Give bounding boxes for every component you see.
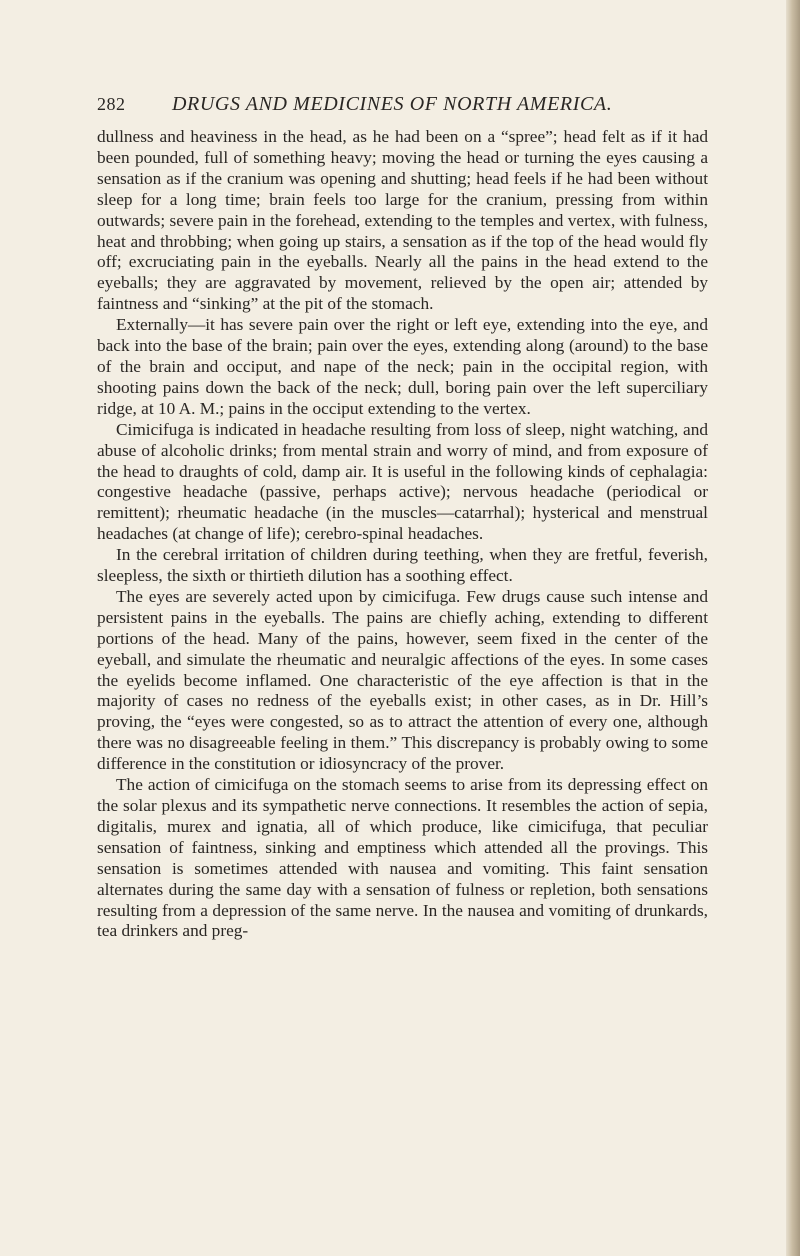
paragraph-children: In the cerebral irritation of children during teething, when they are fretful, feverish, sleepless, the sixth or thirtieth dilution has a soothing effect.: [97, 545, 708, 586]
paragraph-indications: Cimicifuga is indicated in headache resulting from loss of sleep, night watching, and abuse of alcoholic drinks; from mental strain and worry of mind, and from exposure of the head to draughts of cold, damp air. It is useful in the following kinds of cephalagia: congestive headache (passive, perhaps active); nervous headache (periodical or remittent); rheumatic headache (in the muscles—catarrhal); hysterical and menstrual headaches (at change of life); cerebro-spinal headaches.: [97, 419, 708, 544]
paragraph-continuation: dullness and heaviness in the head, as he had been on a “spree”; head felt as if it had been pounded, full of something heavy; moving the head or turning the eyes causing a sensation as if the cranium was opening and shutting; head feels if he had been without sleep for a long time; brain feels too large for the cranium, pressing from within outwards; severe pain in the forehead, extending to the temples and vertex, with fulness, heat and throbbing; when going up stairs, a sensation as if the top of the head would fly off; excruciating pain in the eyeballs. Nearly all the pains in the head extend to the eyeballs; they are aggravated by movement, relieved by the open air; attended by faintness and “sinking” at the pit of the stomach.: [97, 127, 708, 314]
page-edge: [786, 0, 800, 1256]
running-title: DRUGS AND MEDICINES OF NORTH AMERICA.: [172, 93, 613, 115]
paragraph-eyes: The eyes are severely acted upon by cimicifuga. Few drugs cause such intense and persistent pains in the eyeballs. The pains are chiefly aching, extending to different portions of the head. Many of the pains, however, seem fixed in the center of the eyeball, and simulate the rheumatic and neuralgic affections of the eyes. In some cases the eyelids become inflamed. One characteristic of the eye affection is that in the majority of cases no redness of the eyeballs exist; in other cases, as in Dr. Hill’s proving, the “eyes were congested, so as to attract the attention of every one, although there was no disagreeable feeling in them.” This discrepancy is probably owing to some difference in the constitution or idiosyncracy of the prover.: [97, 586, 708, 774]
paragraph-externally: Externally—it has severe pain over the right or left eye, extending into the eye, and back into the base of the brain; pain over the eyes, extending along (around) to the base of the brain and occiput, and nape of the neck; pain in the occipital region, with shooting pains down the back of the neck; dull, boring pain over the left superciliary ridge, at 10 A. M.; pains in the occiput extending to the vertex.: [97, 315, 708, 418]
body-text: [97, 127, 708, 942]
paragraph-stomach: The action of cimicifuga on the stomach seems to arise from its depressing effect on the solar plexus and its sympathetic nerve connections. It resembles the action of sepia, digitalis, murex and ignatia, all of which produce, like cimicifuga, that peculiar sensation of faintness, sinking and emptiness which attended all the provings. This sensation is sometimes attended with nausea and vomiting. This faint sensation alternates during the same day with a sensation of fulness or repletion, both sensations resulting from a depression of the same nerve. In the nausea and vomiting of drunkards, tea drinkers and preg-: [97, 775, 708, 941]
running-header: [97, 94, 697, 120]
page-number: 282: [97, 94, 126, 114]
